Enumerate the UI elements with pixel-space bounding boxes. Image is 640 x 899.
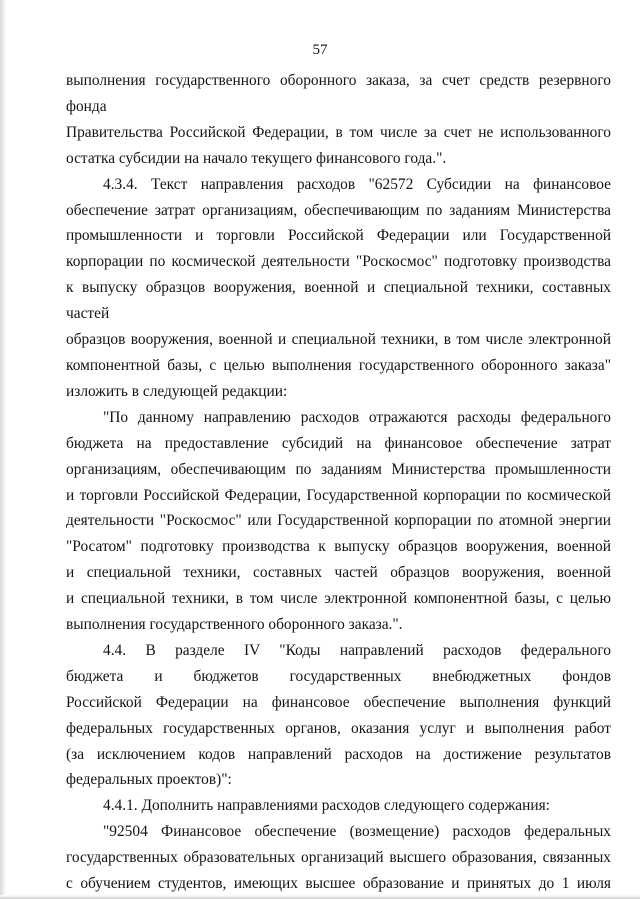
text-line: государственных образовательных организаций высшего образования, связанных <box>66 849 611 867</box>
text-line: с обучением студентов, имеющих высшее образование и принятых до 1 июля <box>66 875 611 893</box>
text-line: "92504 Финансовое обеспечение (возмещение) расходов федеральных <box>103 823 611 841</box>
text-line: и специальной техники, составных частей образцов вооружения, военной <box>66 564 611 582</box>
text-line: бюджета на предоставление субсидий на финансовое обеспечение затрат <box>66 434 611 452</box>
text-line: 4.4. В разделе IV "Коды направлений расходов федерального <box>103 641 611 659</box>
text-line: "Росатом" подготовку производства к выпуску образцов вооружения, военной <box>66 538 611 556</box>
text-line: компонентной базы, с целью выполнения государственного оборонного заказа" <box>66 356 611 374</box>
text-line: корпорации по космической деятельности "Роскосмос" подготовку производства <box>66 253 611 271</box>
text-line: и торговли Российской Федерации, Государственной корпорации по космической <box>66 486 611 504</box>
text-line: деятельности "Роскосмос" или Государственной корпорации по атомной энергии <box>66 512 611 530</box>
text-line: "По данному направлению расходов отражаются расходы федерального <box>103 408 611 426</box>
text-line: Российской Федерации на финансовое обеспечение выполнения функций <box>66 693 611 711</box>
text-line: выполнения государственного оборонного заказа.". <box>66 616 403 634</box>
text-line: Правительства Российской Федерации, в том числе за счет не использованного <box>66 123 611 141</box>
text-line: бюджета и бюджетов государственных внебюджетных фондов <box>66 667 611 685</box>
text-line: (за исключением кодов направлений расходов на достижение результатов <box>66 745 611 763</box>
text-line: остатка субсидии на начало текущего финансового года.". <box>66 149 447 167</box>
text-line: и специальной техники, в том числе электронной компонентной базы, с целью <box>66 590 611 608</box>
text-line: изложить в следующей редакции: <box>66 382 288 400</box>
text-line: к выпуску образцов вооружения, военной и специальной техники, составных частей <box>66 279 611 323</box>
text-line: 4.3.4. Текст направления расходов "62572 Субсидии на финансовое <box>103 175 611 193</box>
text-line: федеральных государственных органов, оказания услуг и выполнения работ <box>66 719 611 737</box>
document-body <box>66 68 611 897</box>
text-line: образцов вооружения, военной и специальной техники, в том числе электронной <box>66 331 611 349</box>
scan-edge-shadow <box>0 0 6 899</box>
text-line: обеспечение затрат организациям, обеспечивающим по заданиям Министерства <box>66 201 611 219</box>
text-line: промышленности и торговли Российской Федерации или Государственной <box>66 227 611 245</box>
text-line: выполнения государственного оборонного заказа, за счет средств резервного фонда <box>66 72 611 115</box>
text-line: организациям, обеспечивающим по заданиям Министерства промышленности <box>66 460 611 478</box>
text-line: федеральных проектов)": <box>66 771 232 789</box>
text-line: 4.4.1. Дополнить направлениями расходов следующего содержания: <box>103 797 550 815</box>
page-number: 57 <box>312 42 328 58</box>
